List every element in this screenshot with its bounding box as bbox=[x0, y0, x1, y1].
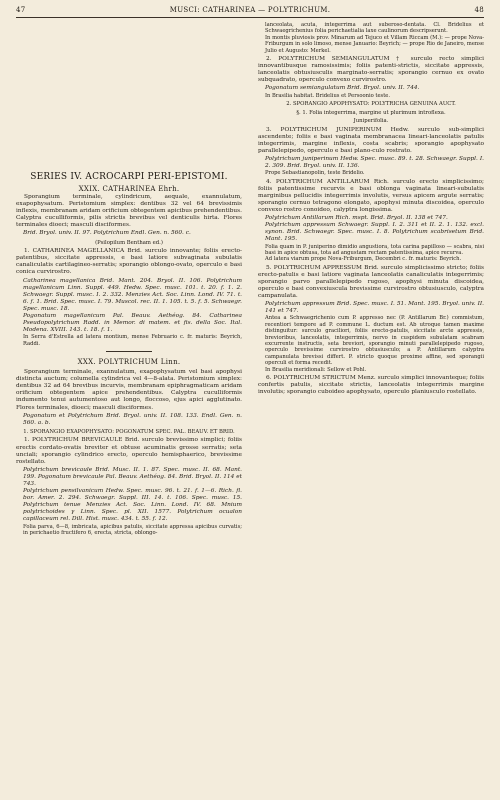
species-synonyms: Pogonatum magellanicum Pal. Beauv. Aethéog. 84. Catharinea Pseudopolytrichum Radd. in Memor. di matem. et fis. della Soc. Ital. Modena. XVIII. 143. t. 18. f. 1. bbox=[23, 313, 242, 334]
species-locality: Ad latera viarum prope Nova-Friburgum, Decembri c. fr. maturis: Beyrich. bbox=[265, 256, 462, 263]
genus-description: Sporangium terminale, cylindricum, aequale, exannulatum, exapophysatum. Peristomium simplex: dentibus 32 vel 64 brevissimis inflexis, membranam aridam orificium obtegentem apicibus prehendentibus. Calyptra cuculliformis, pilis strictis brevibus vel denticulis hirta. Flores terminales dioeci; masculi disciformes. bbox=[16, 194, 242, 229]
section-heading: 2. SPORANGIO APOPHYSATO: POLYTRICHA GENUINA AUCT. bbox=[286, 100, 456, 107]
section-heading: (Psilopilum Bentham ed.) bbox=[95, 239, 163, 246]
genus-reference: Pogonatum et Polytrichum Brid. Bryol. univ. II. 108. 133. Endl. Gen. n. 560. a. b. bbox=[23, 412, 242, 426]
series-heading: SERIES IV. ACROCARPI PERI-EPISTOMI. bbox=[30, 172, 228, 182]
species-locality: In Brasilia meridionali: Sellow et Pohl. bbox=[265, 366, 367, 373]
genus-heading-catharinea: XXIX. CATHARINEA Ehrh. bbox=[78, 185, 180, 193]
subsection-label: Juniperifolia. bbox=[353, 118, 389, 125]
species-entry: 1. POLYTRICHUM BREVICAULE Brid. surculo brevissimo simplici; foliis erectis cordato-ovatis breviter et obtuse acuminatis grosse serratis; seta unciali; sporangio cylindrico erecto, operculo hemisphaerico, brevissime rostellato. bbox=[16, 437, 242, 465]
species-entry: 4. POLYTRICHUM ANTILLARUM Rich. surculo erecto simplicissimo; foliis patentissime recurvis e basi oblonga vaginata lineari-subulatis marginibus pellucidis integerrimis involutis, versus apicem argute serratis; sporangio cernuo tetragono elongato, apophysi minuta discoidea, operculo convexo rostro conoideo, calyptra longissima. bbox=[258, 178, 484, 214]
species-synonyms: Catharinea magellanica Brid. Mant. 204. Bryol. II. 106. Polytrichum magellanicum Linn. Suppl. 449. Hedw. Spec. musc. 101. t. 20. f. 1. 2. Schwaegr. Suppl. musc. I. 2. 332. Menzies Act. Soc. Linn. Lond. IV. 71. t. 6. f. 1. Brid. Spec. musc. I. 79. Muscol. rec. II. 1. 105. t. 5. f. 5. Schwaegr. Spec. musc. 18. bbox=[23, 277, 242, 312]
species-synonyms: Polytrichum brevicaule Brid. Musc. II. 1. 87. Spec. musc. II. 68. Mant. 199. Pogonatum brevicaule Pal. Beauv. Aethéog. 84. Brid. Bryol. II. 114 et 743. bbox=[23, 466, 242, 487]
species-synonyms: Polytrichum appressum Brid. Spec. musc. I. 51. Mant. 195. Bryol. univ. II. 141 et 747. bbox=[265, 301, 484, 315]
running-title: MUSCI: CATHARINEA — POLYTRICHUM. bbox=[169, 6, 331, 14]
species-note: lanceolata, acuta, integerrima aut suberoso-dentata. Cl. Bridelius et Schwaegrichenius folia perichaetialia laxe caulinorum descripserunt. bbox=[265, 22, 484, 35]
genus-description: Sporangium terminale, exannulatum, exapophysatum vel basi apophysi distincta auctum; columella cylindrica vel 4—8-alata. Peristomium simplex: dentibus 32 ad 64 brevibus incurvis, membranam epiphragmaticam aridam orificium obtegentem apice prehendentibus. Calyptra cuculliformis indumento tenui autumentoso aut longo, floccoso, ejus apici agglutinato. Flores terminales, dioeci; masculi disciformes. bbox=[16, 369, 242, 411]
species-note: Folia parva, 6—8, imbricata, apicibus patulis, siccitate appressa apicibus curvatis; in perichaetio fructifero 6, erecta, stricta, oblongo- bbox=[23, 523, 242, 536]
species-note: Antea a Schwaegrichenio cum P. appresso nec (P. Antillarum Br.) commistum, recentiori tempore ad P. commune L. ductum est. Ab utroque tamen maxime distinguitur: surculo graciliori, foliis erecto-patulis, siccitate arcte appressis, brevioribus, lanceolatis, integerrimis, nervo in cuspidem subulatam scabram excurrente instructis, seta breviori, sporangio minuti parallelepipedo rugoso, operculo brevissime curvirostro obtusiusculo; a P. Antillarum calyptra campanulata brevissi differt. P. stricto quoque proxime affine, sed sporangii operculi et forma recedit. bbox=[265, 315, 484, 367]
divider bbox=[106, 351, 152, 352]
genus-reference: Brid. Bryol. univ. II. 97. Polytrichum Endl. Gen. n. 560. c. bbox=[23, 230, 191, 237]
species-note: Folia quam in P. juniperino dimidio angustiora, tota carina papilloso — scabra, nisi basi in apice obtusa, tota ad angustam rectam patentissima, apice recurva. bbox=[265, 243, 484, 256]
species-synonyms: Pogonatum semiangulatum Brid. Bryol. univ. II. 744. bbox=[265, 85, 420, 92]
species-entry: 2. POLYTRICHUM SEMIANGULATUM † surculo recto simplici innovantibusque ramosissimis; foliis patenti-strictis, siccitate appressis, lanceolatis obtusiusculis marginato-serratis; sporangio cernuo ex ovato subquadrato, operculo convexo curvirostro. bbox=[258, 56, 484, 84]
species-locality: In Brasilia habitat. Bridelius et Persoonio teste. bbox=[265, 92, 391, 99]
species-entry: 3. POLYTRICHUM JUNIPERINUM Hedw. surculo sub-simplici ascendente; foliis e basi vaginata membranacea lineari-lanceolatis patulis integerrimis, margine inflexis, costa scabris; sporangio apophysato parallelepipedo, operculo e basi plano-culo rostrato. bbox=[258, 126, 484, 154]
species-locality: Prope Sebastianopolin, teste Bridelio. bbox=[265, 170, 365, 177]
left-column bbox=[16, 22, 242, 792]
species-entry: 6. POLYTRICHUM STRICTUM Menz. surculo simplici innovanteque; foliis confertis patulis, siccitate strictis, lanceolatis integerrimis margine involutis; sporangio cuboideo apophysato, operculo planiusculo rostellato. bbox=[258, 375, 484, 396]
section-heading: 1. SPORANGIO EXAPOPHYSATO: POGONATUM SPEC. PAL. BEAUV. ET BRID. bbox=[23, 428, 235, 435]
species-synonyms: Polytrichum Antillarum Rich. mspt. Brid. Bryol. II. 138 et 747. bbox=[265, 215, 448, 222]
subsection-heading: §. 1. Folia integerrima, margine ut plurimum introflexa. bbox=[296, 109, 446, 116]
page-number-left: 47 bbox=[16, 6, 26, 14]
species-synonyms: Polytrichum juniperinum Hedw. Spec. musc. 89. t. 28. Schwaegr. Suppl. I. 2. 309. Brid. Bryol. univ. II. 136. bbox=[265, 156, 484, 170]
species-locality: In Serra d'Estrella ad latera montium, mense Februario c. fr. maturis: Beyrich, Raddi. bbox=[23, 334, 242, 347]
species-entry: 1. CATHARINEA MAGELLANICA Brid. surculo innovante; foliis erecto-patentibus, siccitate appressis, e basi latiore subvaginata subulatis canaliculatis cartilagineo-serratis; sporangio oblongo-ovato, operculo e basi conica curvirostro. bbox=[16, 248, 242, 276]
genus-heading-polytrichum: XXX. POLYTRICHUM Linn. bbox=[77, 358, 181, 367]
header-rule bbox=[16, 17, 484, 18]
page-number-right: 48 bbox=[474, 6, 484, 14]
right-column bbox=[258, 22, 484, 794]
species-synonyms: Polytrichum appressum Schwaegr. Suppl. I. 2. 311 et II. 2. 1. 132. excl. synon. Brid. Schwaegr. Spec. musc. I. 8. Polytrichum scabrisetum Brid. Mant. 195. bbox=[265, 222, 484, 243]
species-synonyms: Polytrichum pensilvanicum Hedw. Spec. musc. 96. t. 21. f. 1—6. Rich. fl. bor. Amer. 2. 294. Schwaegr. Suppl. III. 14. t. 106. Spec. musc. 15. Polytrichum tenue Menzies Act. Soc. Linn. Lond. IV. 68. Mnium polytrichoides γ Linn. Spec. pl. XII. 1577. Polytrichum ocualon capillaceum rel. Dill. Hist. musc. 434. t. 55. f. 12. bbox=[23, 488, 242, 523]
species-entry: 5. POLYTRICHUM APPRESSUM Brid. surculo simplicissimo stricto; foliis erecto-patulis e basi latiore vaginata lanceolatis canaliculatis integerrimis; sporangio parvo parallelepipedo rugoso, apophysi minuta discoidea, operculo e basi convexiuscula brevissime curvirostro obtusiusculo, calyptra campanulata. bbox=[258, 264, 484, 300]
species-locality: In montis pluviosis prov. Minarum ad Tejuco et Villam Riccam (M.): — prope Nova-Friburgum in solo limoso, mense Januario: Beyrich; — prope Rio de Janeiro, mense Julio et Augusto: Merkel. bbox=[265, 34, 484, 54]
